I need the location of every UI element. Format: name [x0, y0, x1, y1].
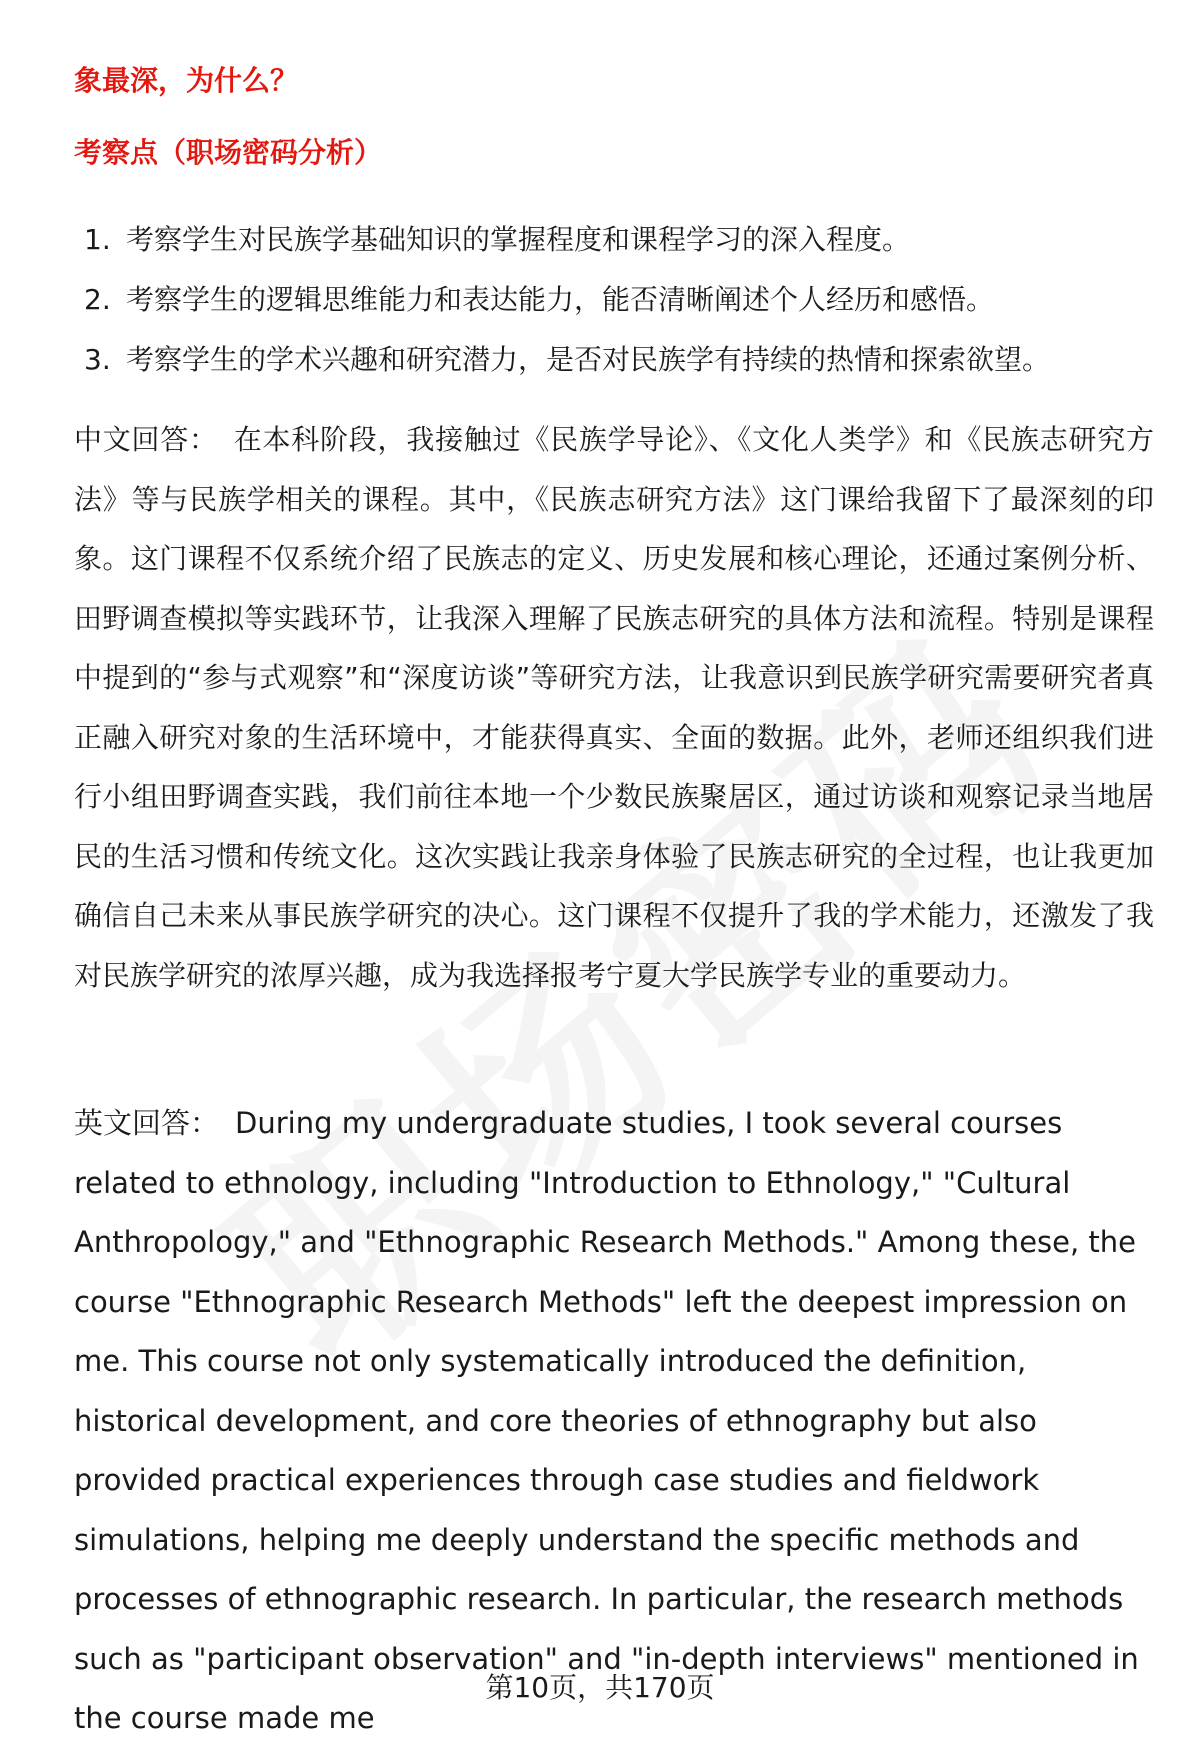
page-footer: 第10页，共170页	[485, 1671, 715, 1704]
list-item	[74, 330, 1154, 390]
list-number: 3.	[84, 343, 111, 376]
list-text: 考察学生对民族学基础知识的掌握程度和课程学习的深入程度。	[126, 223, 911, 256]
chinese-answer-label: 中文回答：	[74, 423, 218, 456]
english-answer-label: 英文回答：	[74, 1106, 220, 1140]
list-item	[74, 270, 1154, 330]
points-list	[74, 210, 1154, 390]
points-title: 考察点（职场密码分析）	[74, 136, 383, 169]
list-number: 2.	[84, 283, 111, 316]
list-text: 考察学生的学术兴趣和研究潜力，是否对民族学有持续的热情和探索欲望。	[126, 343, 1051, 376]
question-tail: 象最深，为什么？	[74, 64, 299, 97]
list-text: 考察学生的逻辑思维能力和表达能力，能否清晰阐述个人经历和感悟。	[126, 283, 995, 316]
chinese-answer	[74, 410, 1154, 1005]
chinese-answer-text: 在本科阶段，我接触过《民族学导论》、《文化人类学》和《民族志研究方法》等与民族学相关的课程。其中，《民族志研究方法》这门课给我留下了最深刻的印象。这门课程不仅系统介绍了民族志的定义、历史发展和核心理论，还通过案例分析、田野调查模拟等实践环节，让我深入理解了民族志研究的具体方法和流程。特别是课程中提到的“参与式观察”和“深度访谈”等研究方法，让我意识到民族学研究需要研究者真正融入研究对象的生活环境中，才能获得真实、全面的数据。此外，老师还组织我们进行小组田野调查实践，我们前往本地一个少数民族聚居区，通过访谈和观察记录当地居民的生活习惯和传统文化。这次实践让我亲身体验了民族志研究的全过程，也让我更加确信自己未来从事民族学研究的决心。这门课程不仅提升了我的学术能力，还激发了我对民族学研究的浓厚兴趣，成为我选择报考宁夏大学民族学专业的重要动力。	[74, 423, 1154, 992]
english-answer	[74, 1094, 1154, 1749]
english-answer-text: During my undergraduate studies, I took several courses related to ethnology, including "Introduction to Ethnology," "Cultural Anthropology," and "Ethnographic Research Methods." Among these, the course "Ethnographic Research Methods" left the deepest impression on me. This course not only systematically introduced the definition, historical development, and core theories of ethnography but also provided practical experiences through case studies and fieldwork simulations, helping me deeply understand the specific methods and processes of ethnographic research. In particular, the research methods such as "participant observation" and "in-depth interviews" mentioned in the course made me	[74, 1106, 1139, 1735]
list-item	[74, 210, 1154, 270]
list-number: 1.	[84, 223, 111, 256]
